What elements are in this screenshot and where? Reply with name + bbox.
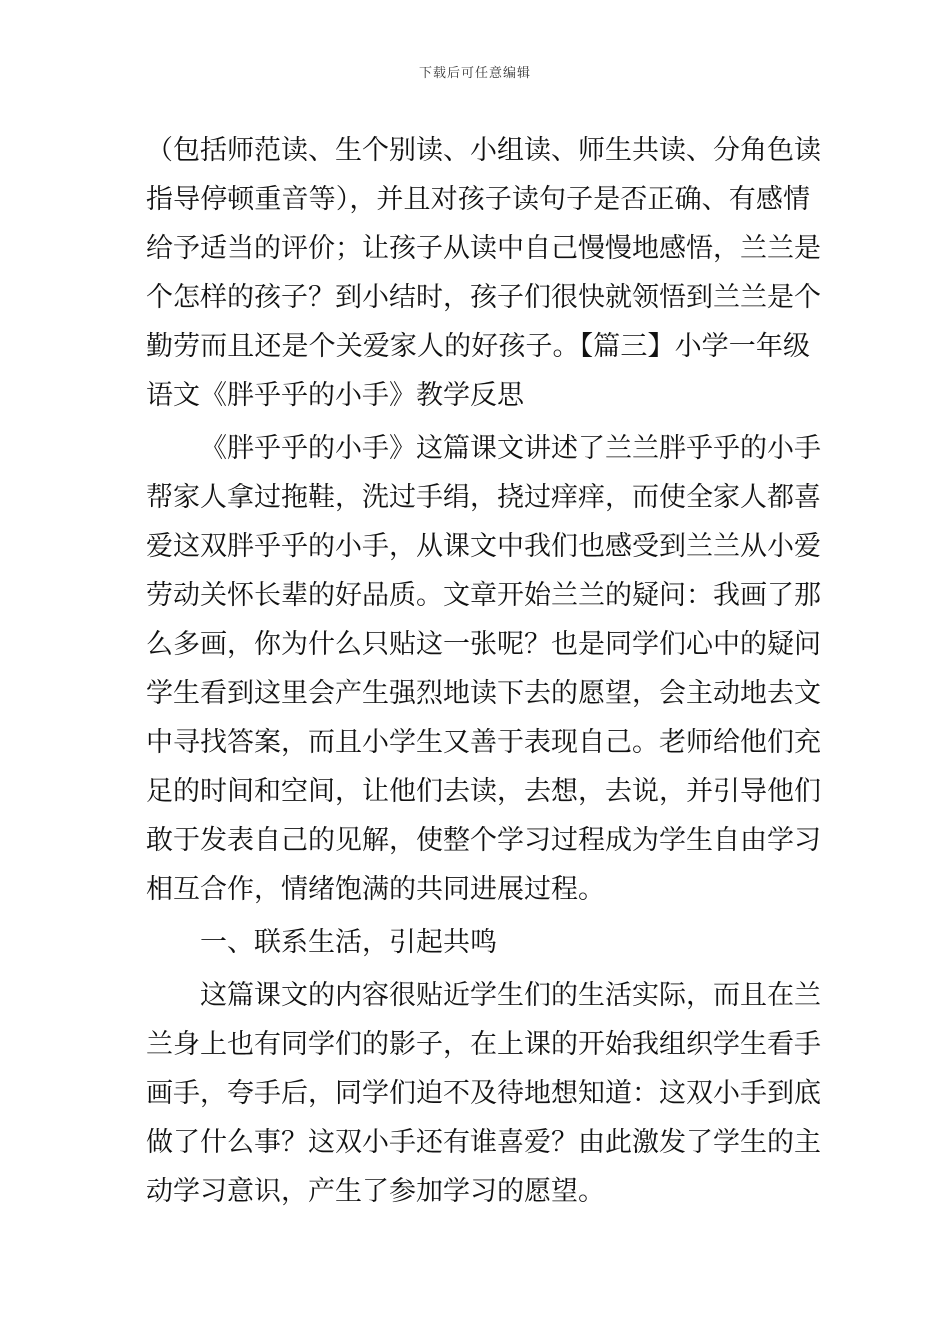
text-line: 劳动关怀长辈的好品质。文章开始兰兰的疑问：我画了那 [146, 580, 821, 611]
text-line: （包括师范读、生个别读、小组读、师生共读、分角色读 [146, 135, 821, 166]
text-line: 做了什么事？这双小手还有谁喜爱？由此激发了学生的主 [146, 1127, 821, 1158]
text-line: 勤劳而且还是个关爱家人的好孩子。【篇三】小学一年级 [146, 331, 810, 362]
text-line: 个怎样的孩子？到小结时，孩子们很快就领悟到兰兰是个 [146, 282, 821, 313]
document-body [146, 126, 821, 1216]
text-line: 帮家人拿过拖鞋，洗过手绢，挠过痒痒，而使全家人都喜 [146, 482, 821, 513]
text-line: 么多画，你为什么只贴这一张呢？也是同学们心中的疑问 [146, 629, 821, 660]
text-line: 中寻找答案，而且小学生又善于表现自己。老师给他们充 [146, 727, 821, 758]
paragraph-first-line: 《胖乎乎的小手》这篇课文讲述了兰兰胖乎乎的小手 [200, 433, 821, 464]
paragraph-first-line: 这篇课文的内容很贴近学生们的生活实际，而且在兰 [200, 980, 821, 1011]
text-line: 语文《胖乎乎的小手》教学反思 [146, 380, 524, 411]
text-line: 爱这双胖乎乎的小手，从课文中我们也感受到兰兰从小爱 [146, 531, 821, 562]
text-line: 给予适当的评价；让孩子从读中自己慢慢地感悟，兰兰是 [146, 233, 821, 264]
text-line: 动学习意识，产生了参加学习的愿望。 [146, 1176, 605, 1207]
text-line: 相互合作，情绪饱满的共同进展过程。 [146, 874, 605, 905]
page-header: 下载后可任意编辑 [418, 66, 531, 81]
text-line: 足的时间和空间，让他们去读，去想，去说，并引导他们 [146, 776, 821, 807]
text-line: 敢于发表自己的见解，使整个学习过程成为学生自由学习 [146, 825, 821, 856]
section-heading: 一、联系生活，引起共鸣 [200, 927, 497, 958]
text-line: 学生看到这里会产生强烈地读下去的愿望，会主动地去文 [146, 678, 821, 709]
text-line: 指导停顿重音等），并且对孩子读句子是否正确、有感情 [146, 184, 810, 215]
text-line: 画手，夸手后，同学们迫不及待地想知道：这双小手到底 [146, 1078, 821, 1109]
text-line: 兰身上也有同学们的影子，在上课的开始我组织学生看手 [146, 1029, 821, 1060]
